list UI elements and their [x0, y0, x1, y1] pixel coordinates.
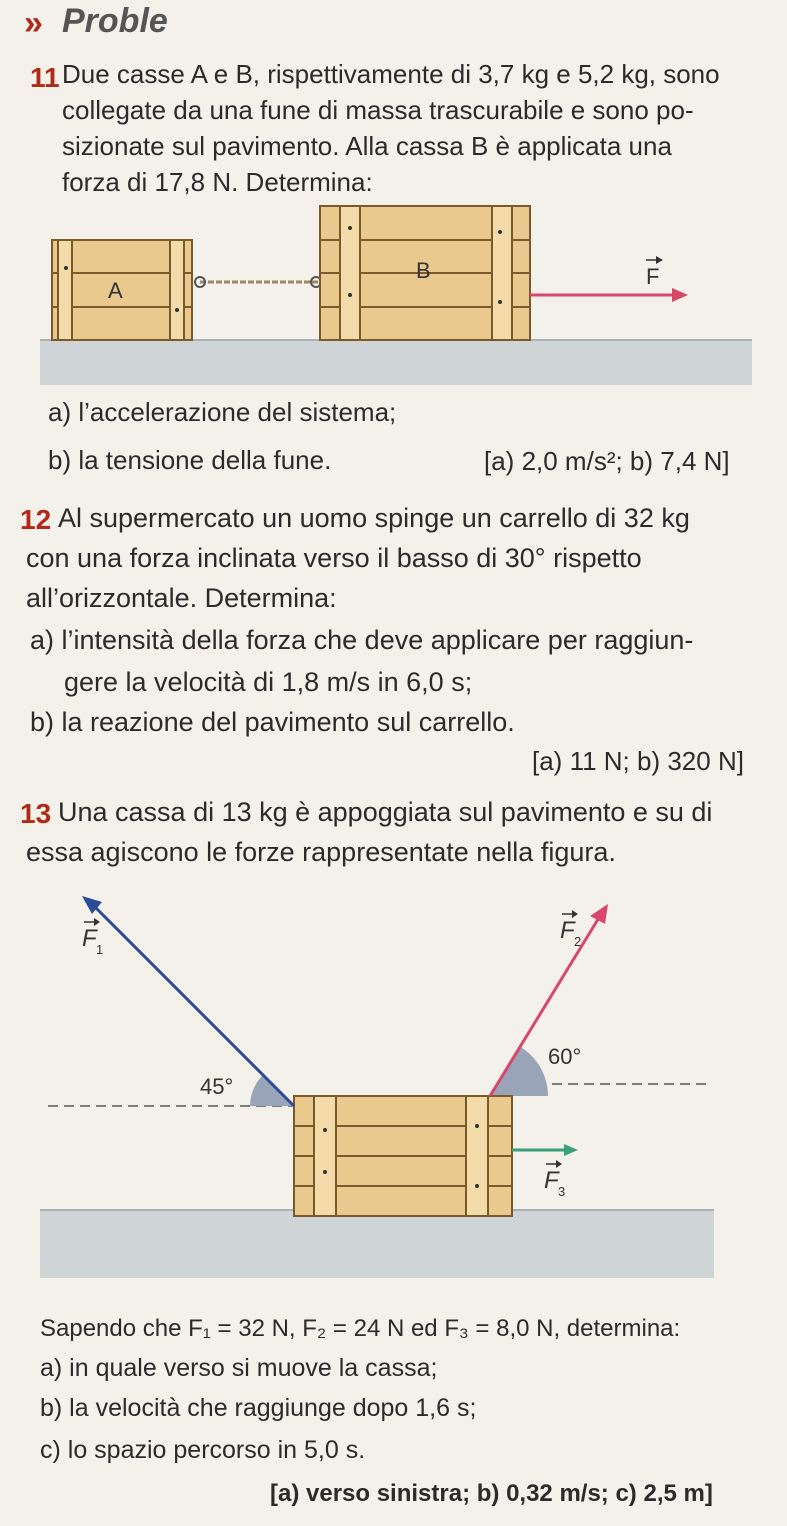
problem-13-line-1: Una cassa di 13 kg è appoggiata sul pavimento e su di — [58, 797, 713, 827]
f2-label: F — [560, 917, 575, 944]
problem-11-item-b: b) la tensione della fune. — [48, 445, 332, 475]
problem-13-item-c: c) lo spazio percorso in 5,0 s. — [40, 1436, 366, 1464]
problem-11-item-a: a) l’accelerazione del sistema; — [48, 397, 397, 427]
force-f3-arrowhead — [564, 1144, 578, 1156]
problem-13-answer: [a) verso sinistra; b) 0,32 m/s; c) 2,5 m] — [270, 1480, 713, 1507]
problem-13-line-2: essa agiscono le forze rappresentate nella figura. — [26, 837, 616, 867]
f3-label: F — [544, 1167, 559, 1194]
f3-sub: 3 — [558, 1184, 566, 1199]
problem-12-line-2: con una forza inclinata verso il basso di 30° rispetto — [26, 543, 642, 573]
label-f: F — [646, 264, 660, 289]
problem-12-item-a-cont: gere la velocità di 1,8 m/s in 6,0 s; — [64, 667, 473, 697]
floor-13 — [40, 1210, 714, 1278]
problem-11-figure — [0, 200, 787, 390]
label-b: B — [416, 258, 431, 283]
problem-11-line-4: forza di 17,8 N. Determina: — [62, 167, 373, 197]
label-a: A — [108, 278, 123, 303]
problem-12-item-b: b) la reazione del pavimento sul carrello. — [30, 707, 515, 737]
f1-label: F — [82, 925, 97, 952]
problem-11-line-2: collegate da una fune di massa trascurabile e sono po- — [62, 95, 694, 125]
header-title: Proble — [62, 2, 168, 40]
crate-13 — [294, 1096, 512, 1216]
problem-13-number: 13 — [20, 798, 52, 829]
problem-13-figure — [0, 880, 787, 1290]
problem-13-item-a: a) in quale verso si muove la cassa; — [40, 1354, 438, 1382]
floor — [40, 340, 752, 385]
problem-11-number: 11 — [30, 62, 60, 93]
problem-11-line-3: sizionate sul pavimento. Alla cassa B è applicata una — [62, 131, 672, 161]
problem-11-answer: [a) 2,0 m/s²; b) 7,4 N] — [484, 446, 730, 476]
angle-60-label: 60° — [548, 1044, 582, 1069]
f2-sub: 2 — [574, 934, 582, 949]
f1-sub: 1 — [96, 942, 104, 957]
angle-60-wedge — [490, 1046, 548, 1096]
problem-13-item-b: b) la velocità che raggiunge dopo 1,6 s; — [40, 1394, 477, 1422]
header-chevron: » — [24, 4, 43, 42]
problem-12-item-a: a) l’intensità della forza che deve applicare per raggiun- — [30, 625, 694, 655]
problem-13-given: Sapendo che F₁ = 32 N, F₂ = 24 N ed F₃ = 8,0 N, determina: — [40, 1315, 681, 1342]
problem-12-line-1: Al supermercato un uomo spinge un carrello di 32 kg — [58, 503, 690, 533]
force-f1-arrow — [94, 906, 294, 1106]
force-f2-arrowhead — [590, 904, 608, 924]
force-f2-arrow — [490, 916, 600, 1096]
problem-12-answer: [a) 11 N; b) 320 N] — [532, 746, 744, 776]
problem-12-line-3: all’orizzontale. Determina: — [26, 583, 337, 613]
problem-12-number: 12 — [20, 504, 52, 535]
angle-45-label: 45° — [200, 1074, 234, 1099]
problem-11-line-1: Due casse A e B, rispettivamente di 3,7 kg e 5,2 kg, sono — [62, 59, 720, 89]
